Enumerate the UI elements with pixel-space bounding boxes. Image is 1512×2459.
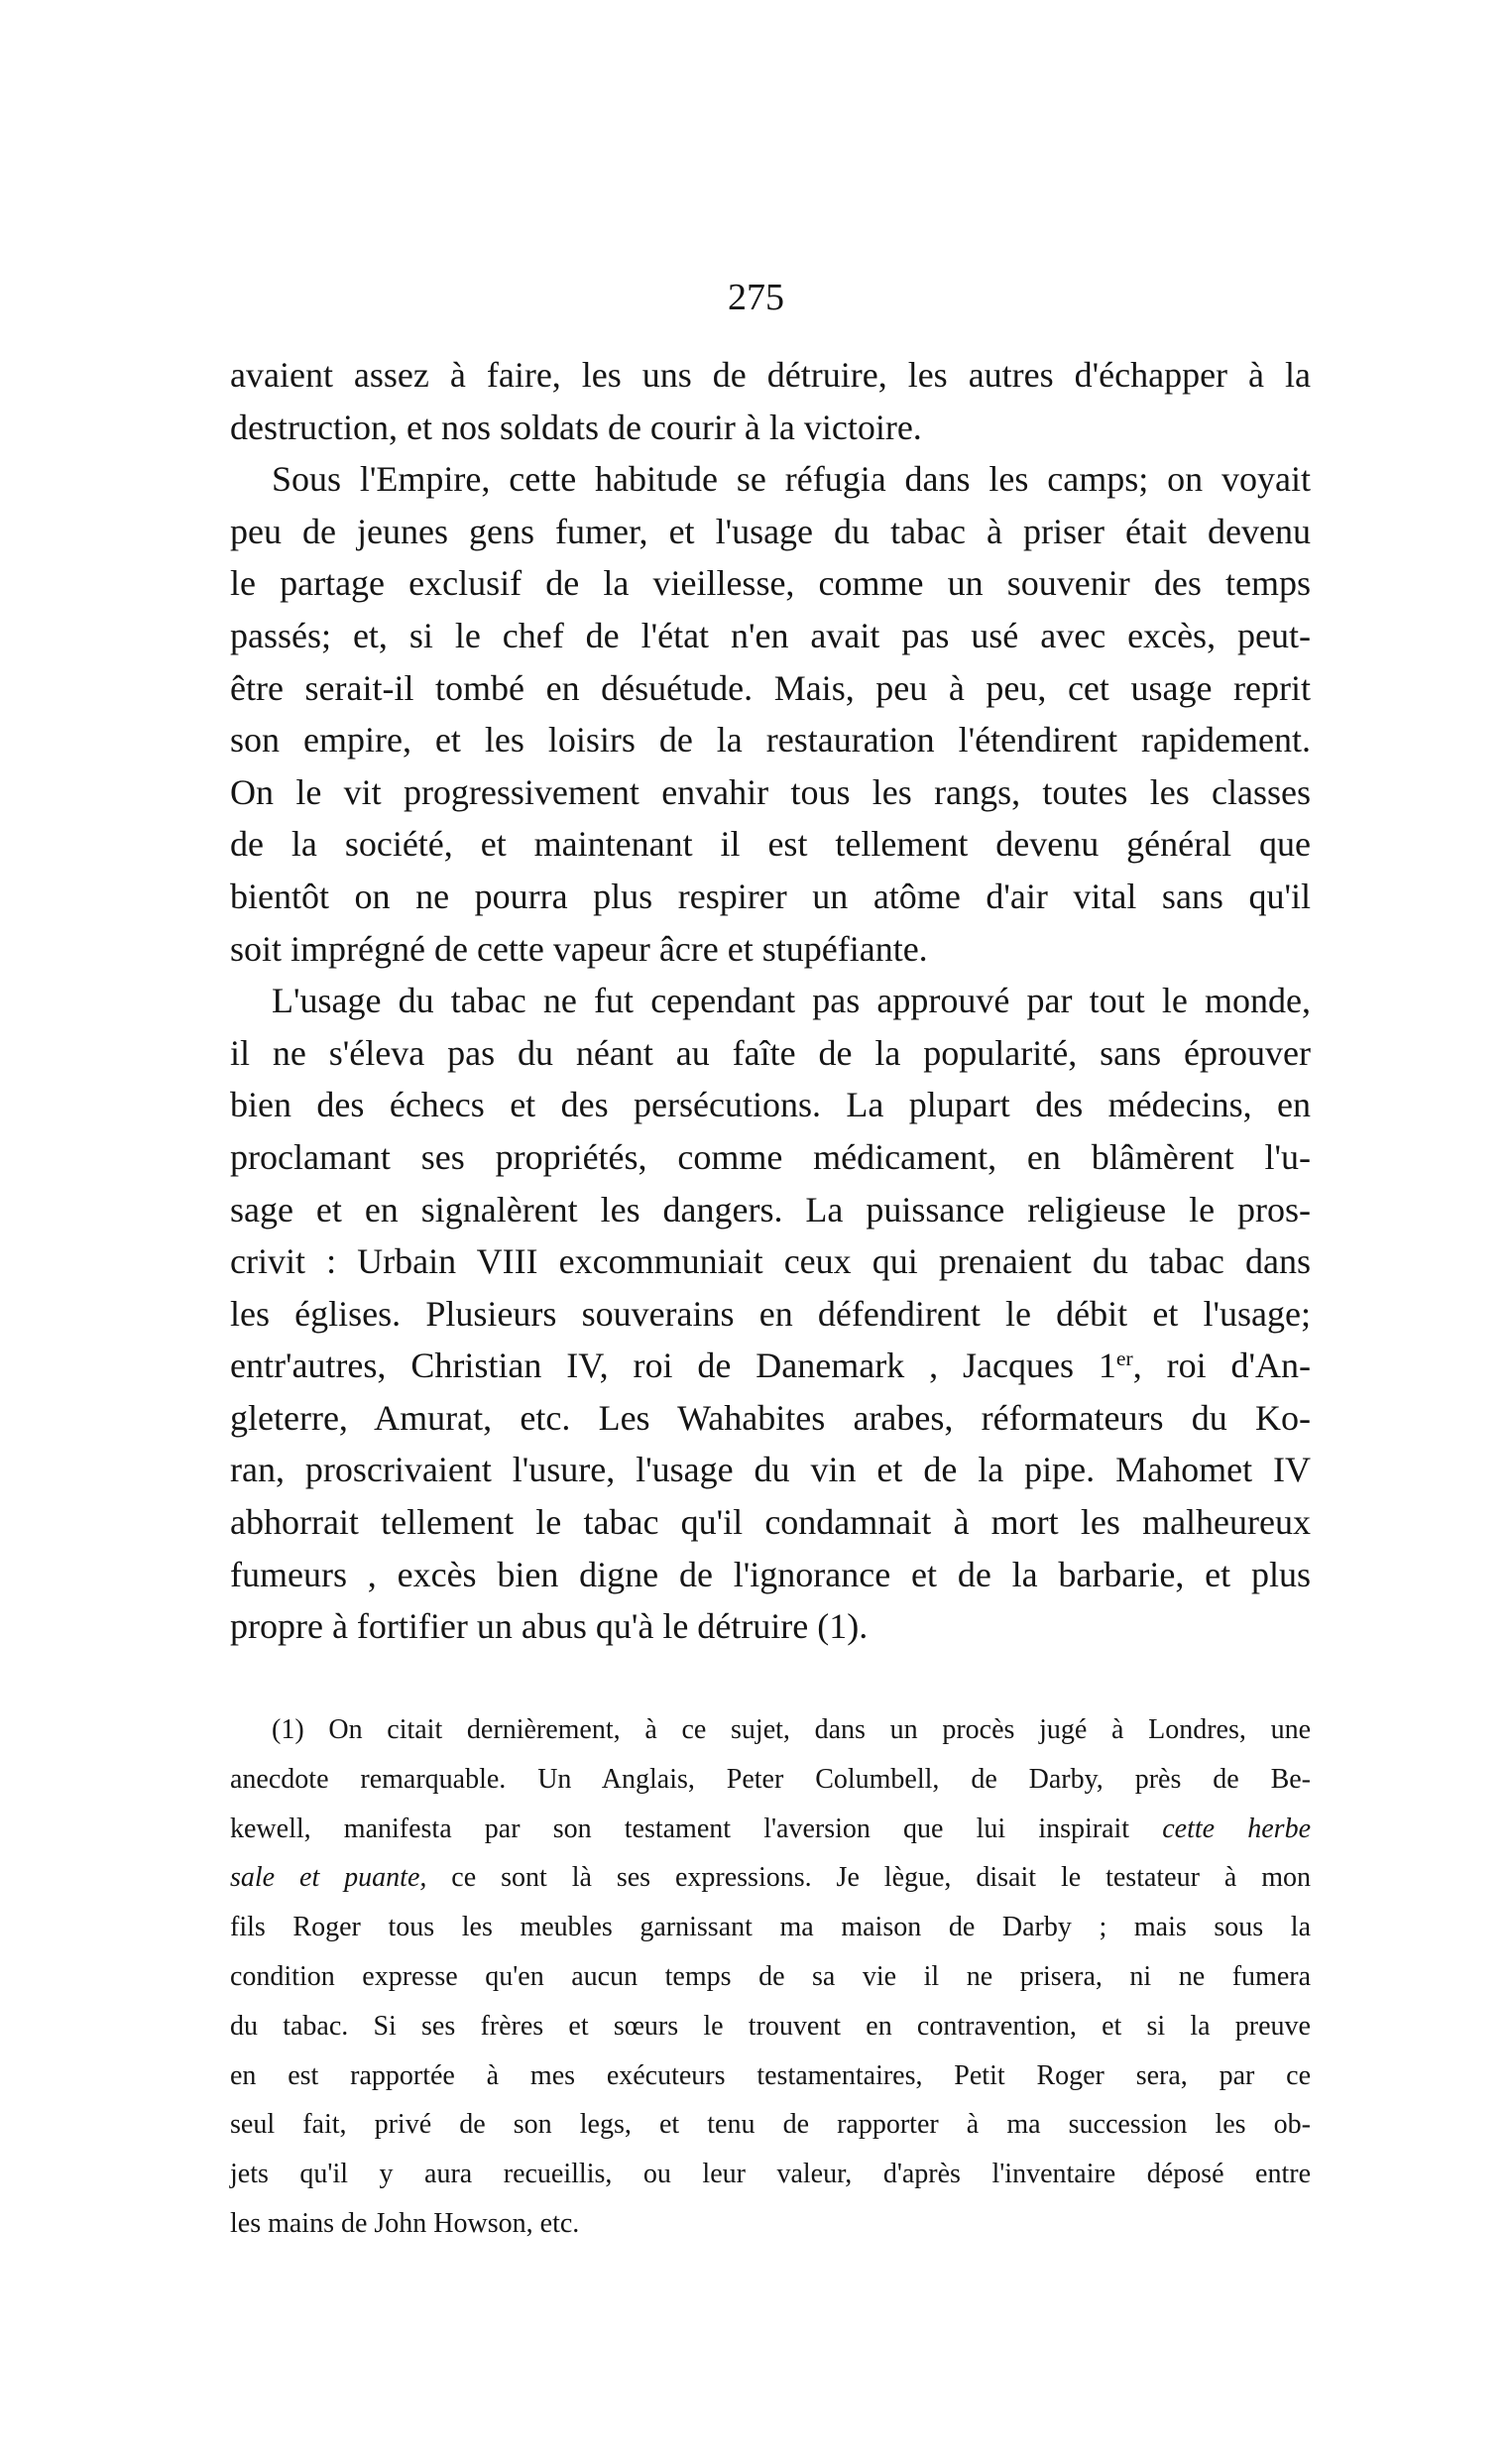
body-line: propre à fortifier un abus qu'à le détruire (1). [230,1606,869,1647]
body-line: le partage exclusif de la vieillesse, comme un souvenir des temps [230,563,1311,604]
superscript: er [1115,1347,1133,1371]
footnote-line: fils Roger tous les meubles garnissant ma maison de Darby ; mais sous la [230,1912,1311,1943]
footnote-line: jets qu'il y aura recueillis, ou leur valeur, d'après l'inventaire déposé entre [230,2159,1311,2190]
footnote-italic: sale et puante, [230,1862,427,1894]
body-line-part: entr'autres, Christian IV, roi de Danemark , Jacques 1 [230,1346,1116,1386]
page-number: 275 [728,277,784,318]
body-line: il ne s'éleva pas du néant au faîte de la popularité, sans éprouver [230,1032,1311,1073]
body-line: fumeurs , excès bien digne de l'ignorance et de la barbarie, et plus [230,1554,1311,1594]
body-line: crivit : Urbain VIII excommuniait ceux qui prenaient du tabac dans [230,1241,1311,1282]
body-line: être serait-il tombé en désuétude. Mais, peu à peu, cet usage reprit [230,667,1311,708]
body-line: sage et en signalèrent les dangers. La puissance religieuse le pros- [230,1189,1311,1230]
body-line: bien des échecs et des persécutions. La plupart des médecins, en [230,1085,1311,1125]
body-line [230,1340,1311,1392]
body-line: destruction, et nos soldats de courir à la victoire. [230,407,922,447]
footnote [230,1705,1311,2249]
footnote-line-part: ce sont là ses expressions. Je lègue, disait le testateur à mon [426,1862,1311,1894]
footnote-line: condition expresse qu'en aucun temps de sa vie il ne prisera, ni ne fumera [230,1960,1311,1992]
body-line: les églises. Plusieurs souverains en défendirent le débit et l'usage; [230,1293,1311,1334]
body-line: bientôt on ne pourra plus respirer un atôme d'air vital sans qu'il [230,876,1311,916]
footnote-line: les mains de John Howson, etc. [230,2207,580,2239]
body-line: gleterre, Amurat, etc. Les Wahabites arabes, réformateurs du Ko- [230,1397,1311,1438]
footnote-line: du tabac. Si ses frères et sœurs le trouvent en contravention, et si la preuve [230,2010,1311,2042]
footnote-line [230,1853,1311,1903]
body-text [230,349,1311,1653]
footnote-line: anecdote remarquable. Un Anglais, Peter Columbell, de Darby, près de Be- [230,1763,1311,1795]
footnote-line: en est rapportée à mes exécuteurs testamentaires, Petit Roger sera, par ce [230,2059,1311,2091]
body-line: de la société, et maintenant il est tellement devenu général que [230,824,1311,865]
body-line: On le vit progressivement envahir tous les rangs, toutes les classes [230,771,1311,812]
footnote-line: seul fait, privé de son legs, et tenu de rapporter à ma succession les ob- [230,2109,1311,2141]
body-line: L'usage du tabac ne fut cependant pas approuvé par tout le monde, [272,981,1311,1021]
body-line: peu de jeunes gens fumer, et l'usage du tabac à priser était devenu [230,511,1311,551]
footnote-italic: cette herbe [1162,1813,1311,1844]
body-line: soit imprégné de cette vapeur âcre et stupéfiante. [230,928,928,969]
footnote-line-part: kewell, manifesta par son testament l'aversion que lui inspirait [230,1813,1163,1844]
body-line: proclamant ses propriétés, comme médicament, en blâmèrent l'u- [230,1136,1311,1177]
body-line-part: , roi d'An- [1132,1346,1311,1386]
body-line: abhorrait tellement le tabac qu'il condamnait à mort les malheureux [230,1502,1311,1543]
footnote-line: (1) On citait dernièrement, à ce sujet, dans un procès jugé à Londres, une [272,1714,1311,1745]
body-line: avaient assez à faire, les uns de détruire, les autres d'échapper à la [230,355,1311,395]
body-line: son empire, et les loisirs de la restauration l'étendirent rapidement. [230,720,1311,761]
body-line: passés; et, si le chef de l'état n'en avait pas usé avec excès, peut- [230,615,1311,655]
body-line: Sous l'Empire, cette habitude se réfugia dans les camps; on voyait [272,459,1311,500]
body-line: ran, proscrivaient l'usure, l'usage du vin et de la pipe. Mahomet IV [230,1450,1311,1490]
footnote-line [230,1805,1311,1854]
